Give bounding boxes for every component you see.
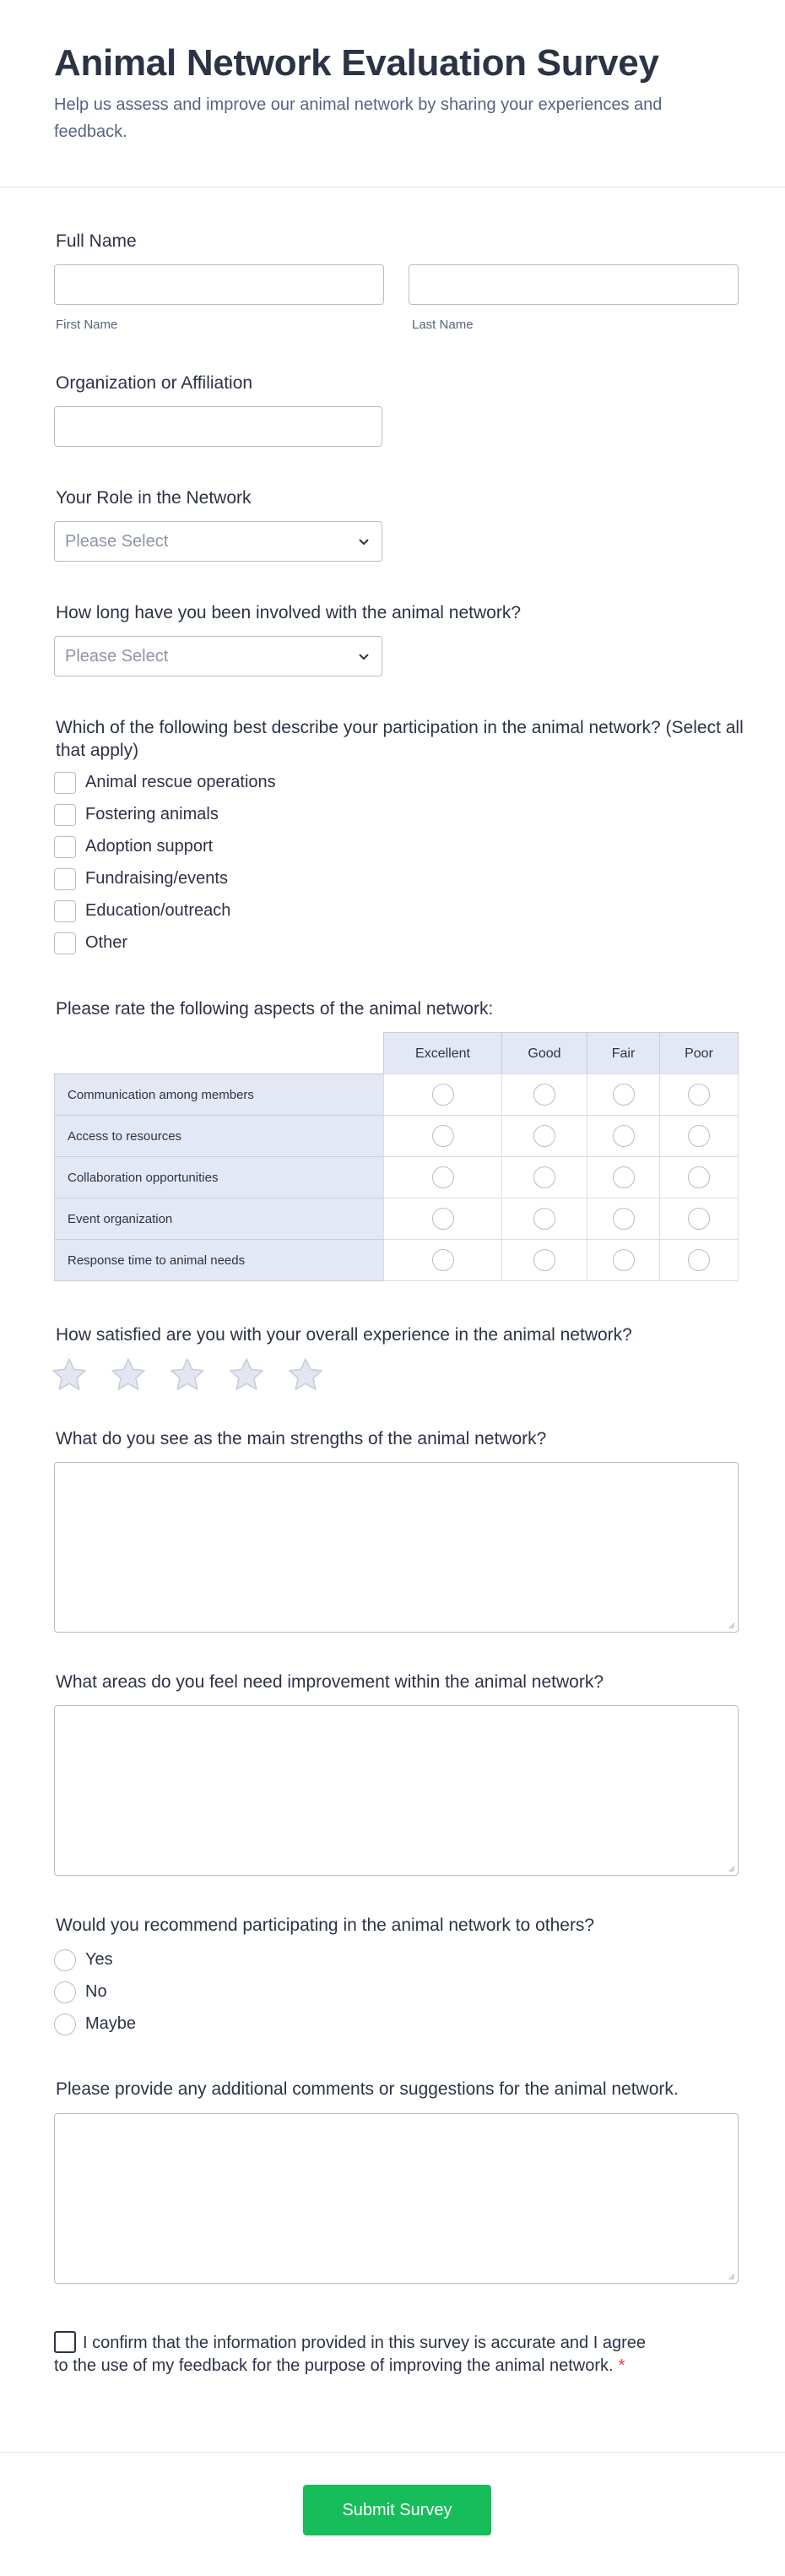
chevron-down-icon: [358, 535, 370, 547]
matrix-col-header: Excellent: [383, 1032, 502, 1074]
form-footer: [0, 2452, 785, 2576]
matrix-row-label: Event organization: [54, 1198, 384, 1240]
matrix-label: Please rate the following aspects of the animal network:: [56, 999, 494, 1019]
radio-circle[interactable]: [54, 1981, 76, 2003]
duration-select-value: Please Select: [65, 647, 169, 666]
checkbox-other[interactable]: [54, 931, 392, 956]
checkbox-box[interactable]: [54, 900, 76, 922]
matrix-cell: [501, 1115, 587, 1157]
checkbox-box[interactable]: [54, 836, 76, 858]
form-subtitle: Help us assess and improve our animal network by sharing your experiences and feedback.: [54, 95, 663, 141]
checkbox-fundraising[interactable]: [54, 867, 392, 892]
submit-button[interactable]: Submit Survey: [303, 2485, 491, 2535]
radio-yes[interactable]: [54, 1948, 223, 1973]
checkbox-label: Education/outreach: [85, 901, 231, 920]
matrix-radio[interactable]: [533, 1166, 555, 1188]
matrix-cell: [659, 1156, 739, 1198]
chevron-down-icon: [358, 650, 370, 662]
checkbox-box[interactable]: [54, 804, 76, 826]
radio-label: Yes: [85, 1950, 113, 1969]
radio-circle[interactable]: [54, 1949, 76, 1971]
comments-textarea[interactable]: [54, 2113, 739, 2284]
recommend-label: Would you recommend participating in the animal network to others?: [56, 1916, 595, 1935]
checkbox-label: Other: [85, 933, 128, 952]
matrix-cell: [587, 1073, 660, 1116]
matrix-radio[interactable]: [613, 1208, 635, 1230]
matrix-radio[interactable]: [613, 1125, 635, 1147]
matrix-cell: [383, 1198, 502, 1240]
matrix-cell: [659, 1115, 739, 1157]
full-name-label: Full Name: [56, 231, 137, 251]
role-select[interactable]: [54, 521, 382, 562]
checkbox-box[interactable]: [54, 932, 76, 954]
radio-circle[interactable]: [54, 2014, 76, 2035]
checkbox-education[interactable]: [54, 899, 392, 924]
matrix-row-label: Access to resources: [54, 1115, 384, 1157]
matrix-cell: [659, 1239, 739, 1281]
consent-field: [54, 2331, 662, 2378]
radio-no[interactable]: [54, 1980, 223, 2005]
matrix-radio[interactable]: [432, 1208, 454, 1230]
matrix-cell: [587, 1115, 660, 1157]
organization-label: Organization or Affiliation: [56, 373, 253, 393]
star-icon[interactable]: [110, 1356, 147, 1394]
checkbox-rescue[interactable]: [54, 770, 392, 796]
consent-text: I confirm that the information provided in this survey is accurate and I agree to the use of my feedback for the purpose of improving the animal network.: [54, 2334, 647, 2375]
matrix-radio[interactable]: [688, 1249, 710, 1271]
matrix-radio[interactable]: [613, 1084, 635, 1106]
checkbox-fostering[interactable]: [54, 802, 392, 828]
resize-grip-icon[interactable]: [727, 1864, 735, 1872]
participation-label: Which of the following best describe your participation in the animal network? (Select all that apply): [56, 718, 744, 760]
matrix-radio[interactable]: [432, 1166, 454, 1188]
matrix-cell: [659, 1198, 739, 1240]
matrix-radio[interactable]: [432, 1249, 454, 1271]
radio-label: Maybe: [85, 2014, 137, 2033]
matrix-cell: [501, 1156, 587, 1198]
matrix-cell: [659, 1073, 739, 1116]
star-icon[interactable]: [169, 1356, 206, 1394]
matrix-cell: [587, 1156, 660, 1198]
star-icon[interactable]: [287, 1356, 324, 1394]
radio-maybe[interactable]: [54, 2012, 223, 2037]
checkbox-label: Animal rescue operations: [85, 773, 276, 791]
matrix-radio[interactable]: [432, 1125, 454, 1147]
matrix-radio[interactable]: [533, 1208, 555, 1230]
matrix-radio[interactable]: [533, 1249, 555, 1271]
matrix-cell: [501, 1073, 587, 1116]
duration-select[interactable]: [54, 636, 382, 677]
star-rating: [51, 1356, 355, 1397]
matrix-radio[interactable]: [688, 1166, 710, 1188]
matrix-radio[interactable]: [688, 1084, 710, 1106]
matrix-radio[interactable]: [613, 1249, 635, 1271]
first-name-input[interactable]: [54, 264, 384, 305]
matrix-cell: [383, 1156, 502, 1198]
satisfaction-label: How satisfied are you with your overall experience in the animal network?: [56, 1325, 632, 1345]
matrix-cell: [383, 1239, 502, 1281]
matrix-row-label: Response time to animal needs: [54, 1239, 384, 1281]
matrix-col-header: Good: [501, 1032, 587, 1074]
first-name-sublabel: First Name: [56, 318, 118, 332]
resize-grip-icon[interactable]: [727, 1621, 735, 1629]
consent-checkbox[interactable]: [54, 2331, 76, 2353]
matrix-cell: [501, 1239, 587, 1281]
matrix-col-header: Poor: [659, 1032, 739, 1074]
matrix-row-label: Communication among members: [54, 1073, 384, 1116]
checkbox-box[interactable]: [54, 868, 76, 890]
checkbox-box[interactable]: [54, 772, 76, 794]
matrix-radio[interactable]: [688, 1208, 710, 1230]
role-label: Your Role in the Network: [56, 488, 252, 508]
matrix-cell: [587, 1239, 660, 1281]
last-name-input[interactable]: [409, 264, 739, 305]
strengths-textarea[interactable]: [54, 1462, 739, 1633]
last-name-sublabel: Last Name: [412, 318, 474, 332]
role-select-value: Please Select: [65, 532, 169, 551]
checkbox-label: Fundraising/events: [85, 869, 228, 888]
resize-grip-icon[interactable]: [727, 2272, 735, 2280]
matrix-cell: [501, 1198, 587, 1240]
matrix-cell: [383, 1073, 502, 1116]
form-title: Animal Network Evaluation Survey: [54, 42, 659, 84]
matrix-radio[interactable]: [688, 1125, 710, 1147]
matrix-radio[interactable]: [533, 1084, 555, 1106]
duration-label: How long have you been involved with the animal network?: [56, 603, 521, 622]
matrix-radio[interactable]: [432, 1084, 454, 1106]
star-icon[interactable]: [228, 1356, 265, 1394]
matrix-cell: [383, 1115, 502, 1157]
improvement-textarea[interactable]: [54, 1705, 739, 1876]
form-header: [0, 0, 785, 187]
strengths-label: What do you see as the main strengths of the animal network?: [56, 1429, 547, 1448]
required-mark: *: [618, 2356, 625, 2375]
matrix-radio[interactable]: [613, 1166, 635, 1188]
checkbox-label: Adoption support: [85, 837, 214, 856]
matrix-cell: [587, 1198, 660, 1240]
comments-label: Please provide any additional comments or suggestions for the animal network.: [56, 2079, 679, 2099]
improvement-label: What areas do you feel need improvement within the animal network?: [56, 1672, 604, 1692]
organization-input[interactable]: [54, 406, 382, 447]
matrix-radio[interactable]: [533, 1125, 555, 1147]
matrix-row-label: Collaboration opportunities: [54, 1156, 384, 1198]
checkbox-label: Fostering animals: [85, 805, 219, 823]
radio-label: No: [85, 1982, 107, 2001]
matrix-col-header: Fair: [587, 1032, 660, 1074]
checkbox-adoption[interactable]: [54, 834, 392, 860]
star-icon[interactable]: [51, 1356, 88, 1394]
